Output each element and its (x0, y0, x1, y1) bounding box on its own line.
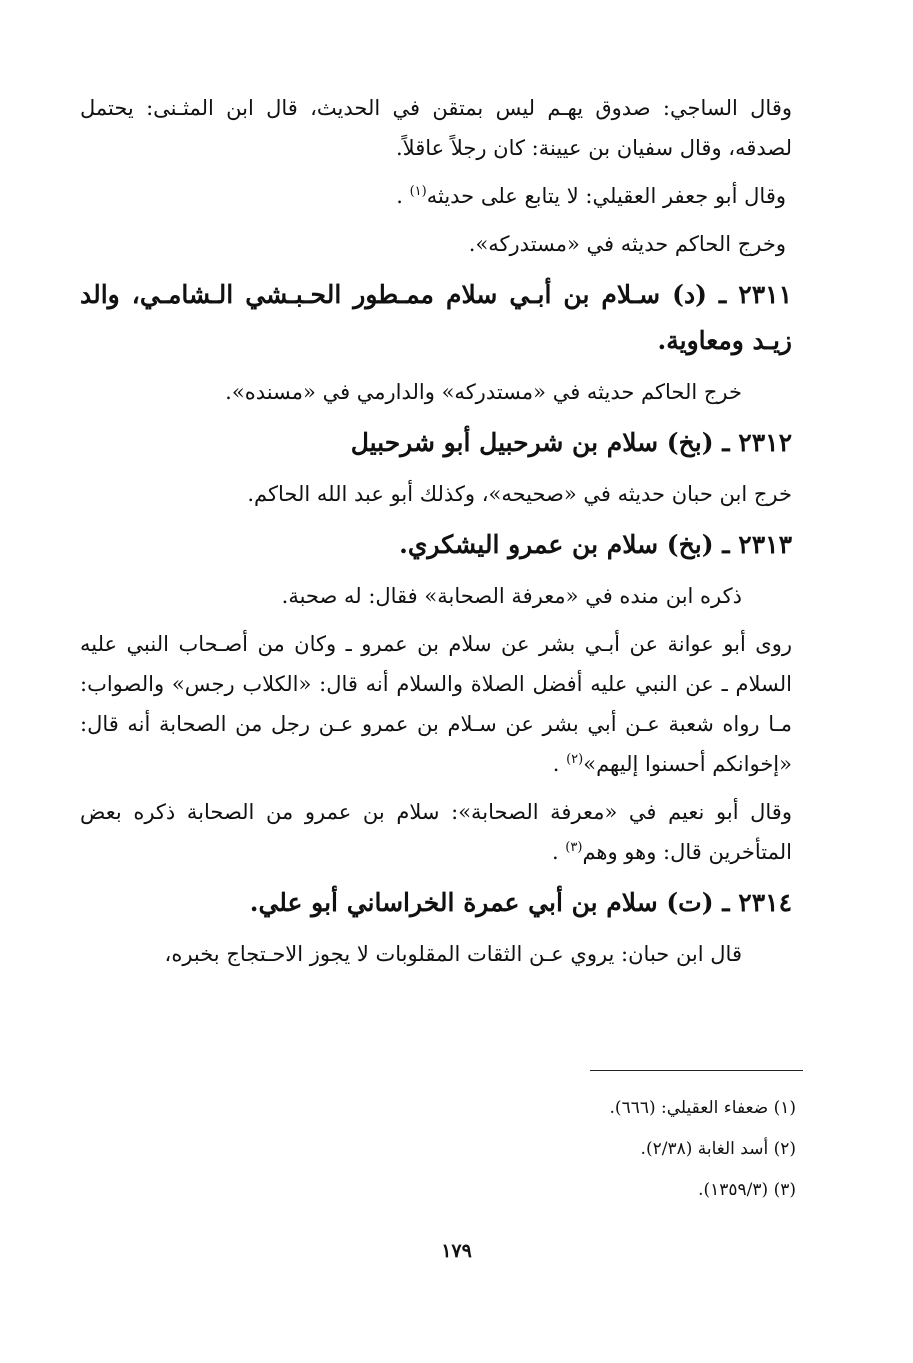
paragraph-uqayli-text: وقال أبو جعفر العقيلي: لا يتابع على حديثه (426, 184, 786, 208)
paragraph-abu-awana-end: . (552, 752, 567, 776)
entry-heading-2312: ٢٣١٢ ـ (بخ) سلام بن شرحبيل أبو شرحبيل (350, 428, 792, 457)
page-body (80, 88, 792, 982)
paragraph-abu-nuaym-end: . (551, 840, 566, 864)
paragraph-ibn-hibban: خرج ابن حبان حديثه في «صحيحه»، وكذلك أبو عبد الله الحاكم. (247, 482, 792, 506)
paragraph-abu-nuaym (80, 792, 792, 872)
footnote-2: (٢) أسد الغابة (٢/٣٨). (640, 1139, 796, 1159)
footnote-divider (590, 1070, 803, 1071)
paragraph-abu-awana (80, 624, 792, 784)
entry-heading-2314: ٢٣١٤ ـ (ت) سلام بن أبي عمرة الخراساني أبو علي. (249, 888, 792, 917)
paragraph-hakim-darimi: خرج الحاكم حديثه في «مستدركه» والدارمي في «مسنده». (225, 380, 742, 404)
footnote-ref-1[interactable]: (١) (409, 184, 427, 199)
page-number: ١٧٩ (441, 1240, 472, 1262)
footnotes (80, 1088, 796, 1211)
footnote-3: (٣) (١٣٥٩/٣). (698, 1180, 796, 1200)
footnote-1: (١) ضعفاء العقيلي: (٦٦٦). (609, 1098, 796, 1118)
paragraph-ibn-mandah: ذكره ابن منده في «معرفة الصحابة» فقال: له صحبة. (281, 584, 742, 608)
paragraph-uqayli (80, 176, 792, 216)
entry-heading-2313: ٢٣١٣ ـ (بخ) سلام بن عمرو اليشكري. (399, 530, 792, 559)
paragraph-hakim: وخرج الحاكم حديثه في «مستدركه». (468, 232, 786, 256)
paragraph-abu-nuaym-text: وقال أبو نعيم في «معرفة الصحابة»: سلام بن عمرو من الصحابة ذكره بعض المتأخرين قال: وهو وهم (80, 800, 792, 864)
paragraph-saji: وقال الساجي: صدوق يهـم ليس بمتقن في الحديث، قال ابن المثـنى: يحتمل لصدقه، وقال سفيان بن عيينة: كان رجلاً عاقلاً. (80, 96, 792, 160)
footnote-ref-2[interactable]: (٢) (566, 752, 584, 767)
paragraph-uqayli-end: . (396, 184, 410, 208)
entry-heading-2311: ٢٣١١ ـ (د) سـلام بن أبـي سلام ممـطور الحـبـشي الـشامـي، والد زيـد ومعاوية. (80, 280, 792, 355)
paragraph-ibn-hibban-2: قال ابن حبان: يروي عـن الثقات المقلوبات لا يجوز الاحـتجاج بخبره، (164, 942, 742, 966)
paragraph-abu-awana-text: روى أبو عوانة عن أبـي بشر عن سلام بن عمرو ـ وكان من أصـحاب النبي عليه السلام ـ عن النبي عليه أفضل الصلاة والسلام أنه قال: «الكلاب رجس» والصواب: مـا رواه شعبة عـن أبي بشر عن سـلام بن عمرو عـن رجل من الصحابة أنه قال: «إخوانكم أحسنوا إليهم» (80, 632, 792, 776)
footnote-ref-3[interactable]: (٣) (565, 840, 583, 855)
